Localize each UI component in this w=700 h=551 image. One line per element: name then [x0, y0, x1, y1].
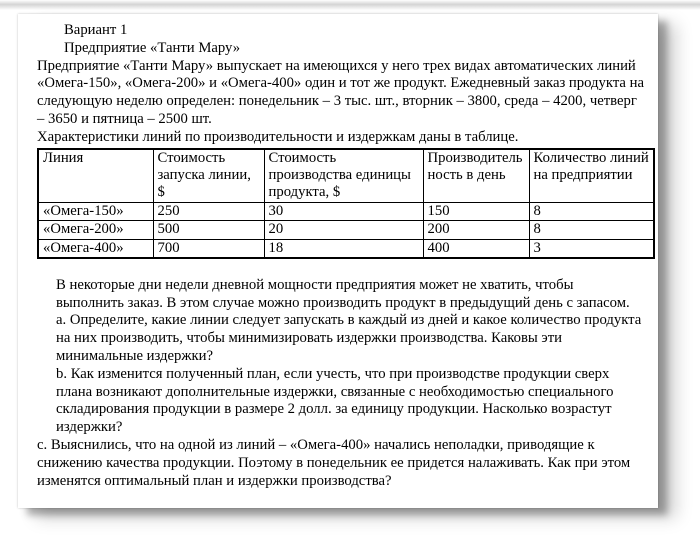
cell-startup-cost: 250: [153, 202, 264, 221]
task-a-paragraph: a. Определите, какие линии следует запускать в каждый из дней и какое количество продукта на них производить, чтобы минимизировать издержки производства. Каковы эти минимальные издержки?: [56, 312, 642, 365]
cell-daily-capacity: 400: [423, 239, 529, 258]
cell-line-count: 8: [529, 202, 654, 221]
header-cell-unit-cost: Стоимость производства единицы продукта, $: [264, 149, 423, 203]
cell-line-name: «Омега-200»: [38, 221, 153, 240]
cell-line-name: «Омега-150»: [38, 202, 153, 221]
blank-line: [37, 259, 645, 277]
variant-title: Вариант 1: [64, 22, 128, 38]
cell-unit-cost: 18: [264, 239, 423, 258]
top-shadow-band: [0, 0, 700, 10]
cell-line-count: 3: [529, 239, 654, 258]
table-row: [38, 239, 654, 258]
header-cell-daily-capacity: Производительность в день: [423, 149, 529, 203]
document-page: [18, 14, 658, 508]
cell-daily-capacity: 150: [423, 202, 529, 221]
lines-characteristics-table: [37, 148, 655, 260]
cell-line-count: 8: [529, 221, 654, 240]
cell-line-name: «Омега-400»: [38, 239, 153, 258]
note-paragraph: В некоторые дни недели дневной мощности предприятия может не хватить, чтобы выполнить заказ. В этом случае можно производить продукт в предыдущий день с запасом.: [56, 276, 630, 311]
header-cell-line: Линия: [38, 149, 153, 203]
table-header-row: [38, 149, 654, 203]
table-row: [38, 221, 654, 240]
header-cell-line-count: Количество линий на предприятии: [529, 149, 654, 203]
cell-startup-cost: 700: [153, 239, 264, 258]
table-row: [38, 202, 654, 221]
cell-unit-cost: 20: [264, 221, 423, 240]
intro-paragraph: Предприятие «Танти Мару» выпускает на имеющихся у него трех видах автоматических линий «Омега-150», «Омега-200» и «Омега-400» один и тот же продукт. Ежедневный заказ продукта на следующую неделю определен: понедельник – 3 тыс. шт., вторник – 3800, среда – 4200, четверг – 3650 и пятница – 2500 шт.: [37, 57, 644, 127]
task-c-paragraph: c. Выяснились, что на одной из линий – «Омега-400» начались неполадки, приводящие к снижению качества продукции. Поэтому в понедельник ее придется налаживать. Как при этом изменятся оптимальный план и издержки производства?: [37, 437, 631, 489]
table-caption: Характеристики линий по производительности и издержкам даны в таблице.: [37, 128, 519, 145]
header-cell-startup-cost: Стоимость запуска линии, $: [153, 149, 264, 203]
cell-unit-cost: 30: [264, 202, 423, 221]
task-b-paragraph: b. Как изменится полученный план, если учесть, что при производстве продукции сверх плана возникают дополнительные издержки, связанные с необходимостью специального складирования продукции в размере 2 долл. за единицу продукции. Насколько возрастут издержки?: [56, 365, 614, 436]
cell-daily-capacity: 200: [423, 221, 529, 240]
cell-startup-cost: 500: [153, 221, 264, 240]
company-title: Предприятие «Танти Мару»: [64, 39, 241, 56]
